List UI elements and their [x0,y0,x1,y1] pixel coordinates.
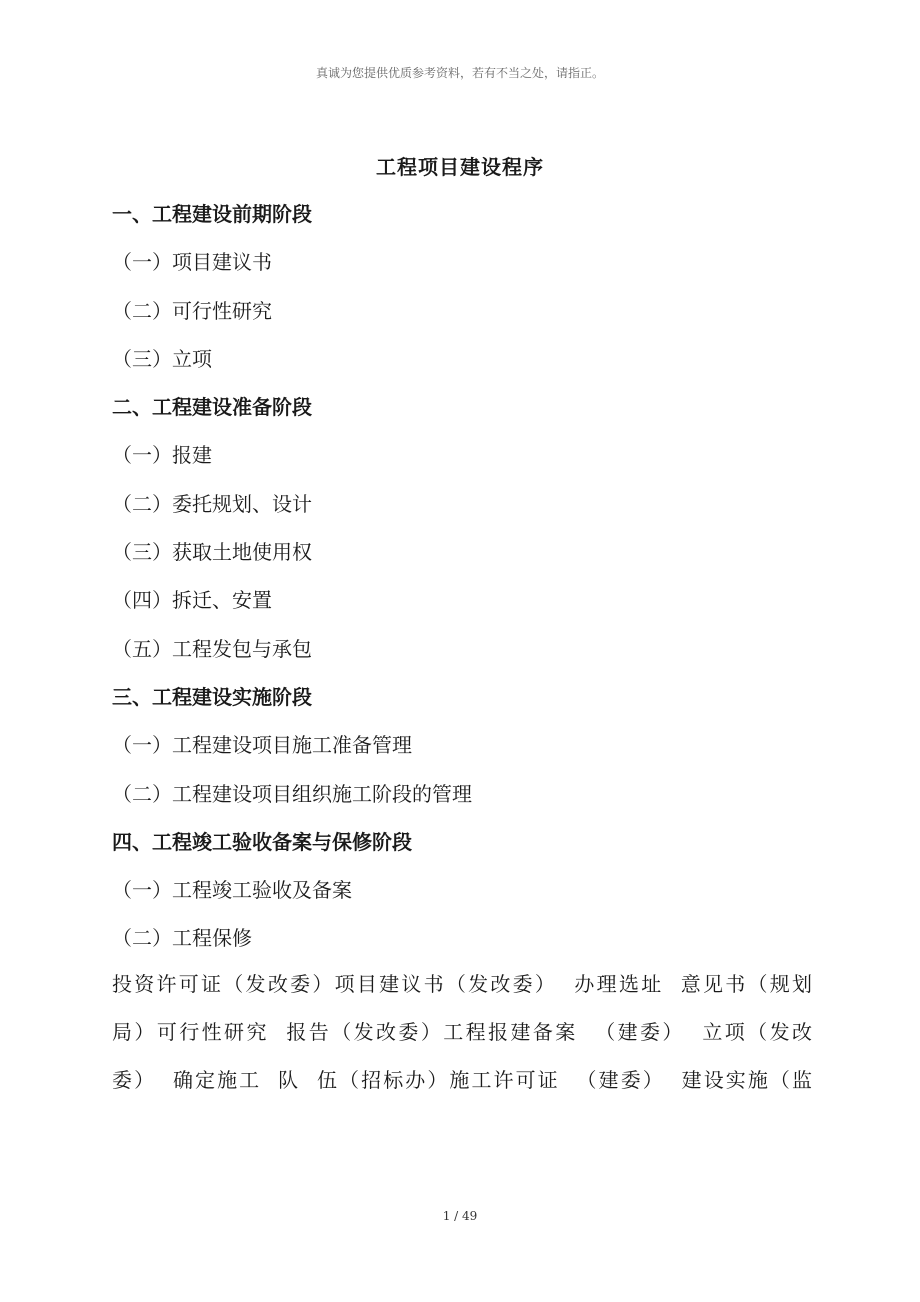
document-title: 工程项目建设程序 [376,155,544,179]
outline-item: （二）工程保修 [112,926,252,951]
outline-list [112,195,812,968]
outline-item: （一）项目建议书 [112,250,272,275]
outline-item: （四）拆迁、安置 [112,588,272,613]
paragraph-line: 委） 确定施工 队 伍（招标办）施工许可证 （建委） 建设实施（监 [112,1068,812,1092]
outline-item: （二）工程建设项目组织施工阶段的管理 [112,781,472,806]
outline-item: （三）立项 [112,346,212,371]
outline-item: （一）工程竣工验收及备案 [112,878,352,903]
paragraph-line: 局）可行性研究 报告（发改委）工程报建备案 （建委） 立项（发改 [112,1020,812,1044]
outline-item: （五）工程发包与承包 [112,636,312,661]
outline-item: （三）获取土地使用权 [112,540,312,565]
outline-section-heading: 二、工程建设准备阶段 [112,395,312,420]
page-number: 1 / 49 [442,1209,478,1223]
process-paragraph [112,962,812,1106]
outline-item: （二）委托规划、设计 [112,491,312,516]
outline-section-heading: 四、工程竣工验收备案与保修阶段 [112,829,412,854]
outline-item: （一）工程建设项目施工准备管理 [112,733,412,758]
outline-section-heading: 三、工程建设实施阶段 [112,684,312,709]
outline-item: （一）报建 [112,443,212,468]
outline-section-heading: 一、工程建设前期阶段 [112,202,312,226]
header-note: 真诚为您提供优质参考资料，若有不当之处，请指正。 [315,66,604,80]
paragraph-line: 投资许可证（发改委）项目建议书（发改委） 办理选址 意见书（规划 [112,972,812,996]
outline-item: （二）可行性研究 [112,298,272,323]
